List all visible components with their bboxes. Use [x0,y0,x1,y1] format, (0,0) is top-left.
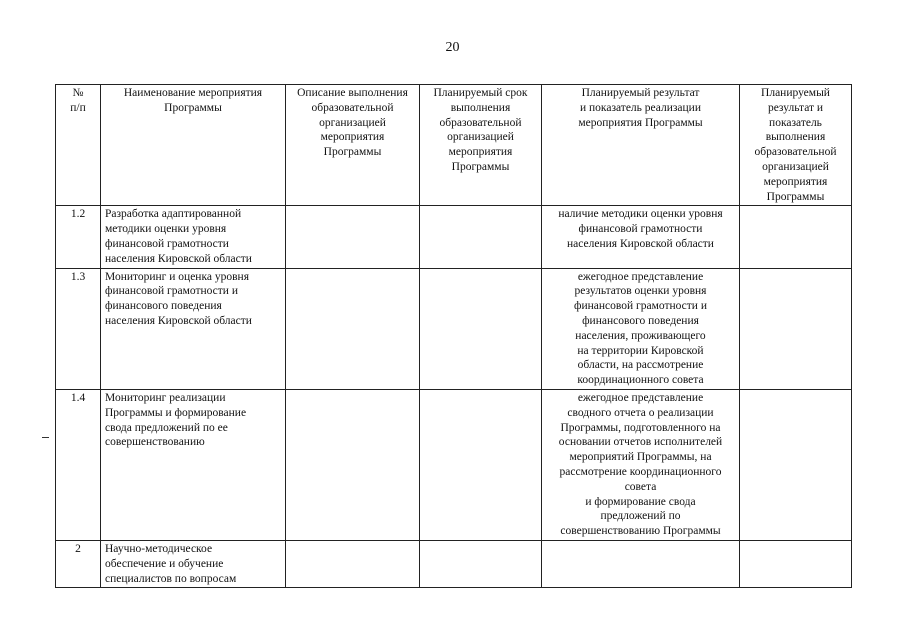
row-measure-name: Научно-методическое обеспечение и обучение специалистов по вопросам [101,540,286,587]
row-description [286,206,420,268]
header-number: № п/п [56,85,101,206]
row-description [286,268,420,389]
table-row [56,268,852,389]
row-planned-term [420,268,542,389]
row-org-result [740,206,852,268]
row-org-result [740,540,852,587]
scan-artifact-mark [42,437,49,438]
row-description [286,389,420,540]
row-measure-name: Мониторинг реализации Программы и формирование свода предложений по ее совершенствованию [101,389,286,540]
row-planned-result: ежегодное представление сводного отчета о реализации Программы, подготовленного на основании отчетов исполнителей мероприятий Программы, на рассмотрение координационного совета и формирование свода предложений по совершенствованию Программы [542,389,740,540]
row-measure-name: Мониторинг и оценка уровня финансовой грамотности и финансового поведения населения Кировской области [101,268,286,389]
table-row [56,389,852,540]
header-planned-term: Планируемый срок выполнения образовательной организацией мероприятия Программы [420,85,542,206]
table-row [56,540,852,587]
page-number: 20 [445,40,460,55]
row-number: 1.4 [56,389,101,540]
row-description [286,540,420,587]
row-planned-term [420,206,542,268]
program-measures-table [55,84,852,588]
table-header-row [56,85,852,206]
row-org-result [740,389,852,540]
header-measure-name: Наименование мероприятия Программы [101,85,286,206]
row-planned-result: наличие методики оценки уровня финансовой грамотности населения Кировской области [542,206,740,268]
row-number: 2 [56,540,101,587]
row-planned-term [420,540,542,587]
header-org-result: Планируемый результат и показатель выполнения образовательной организацией мероприятия Программы [740,85,852,206]
row-number: 1.3 [56,268,101,389]
row-planned-term [420,389,542,540]
header-description: Описание выполнения образовательной организацией мероприятия Программы [286,85,420,206]
row-number: 1.2 [56,206,101,268]
row-measure-name: Разработка адаптированной методики оценки уровня финансовой грамотности населения Кировской области [101,206,286,268]
row-org-result [740,268,852,389]
row-planned-result: ежегодное представление результатов оценки уровня финансовой грамотности и финансового поведения населения, проживающего на территории Кировской области, на рассмотрение координационного совета [542,268,740,389]
table-row [56,206,852,268]
row-planned-result [542,540,740,587]
header-planned-result: Планируемый результат и показатель реализации мероприятия Программы [542,85,740,206]
